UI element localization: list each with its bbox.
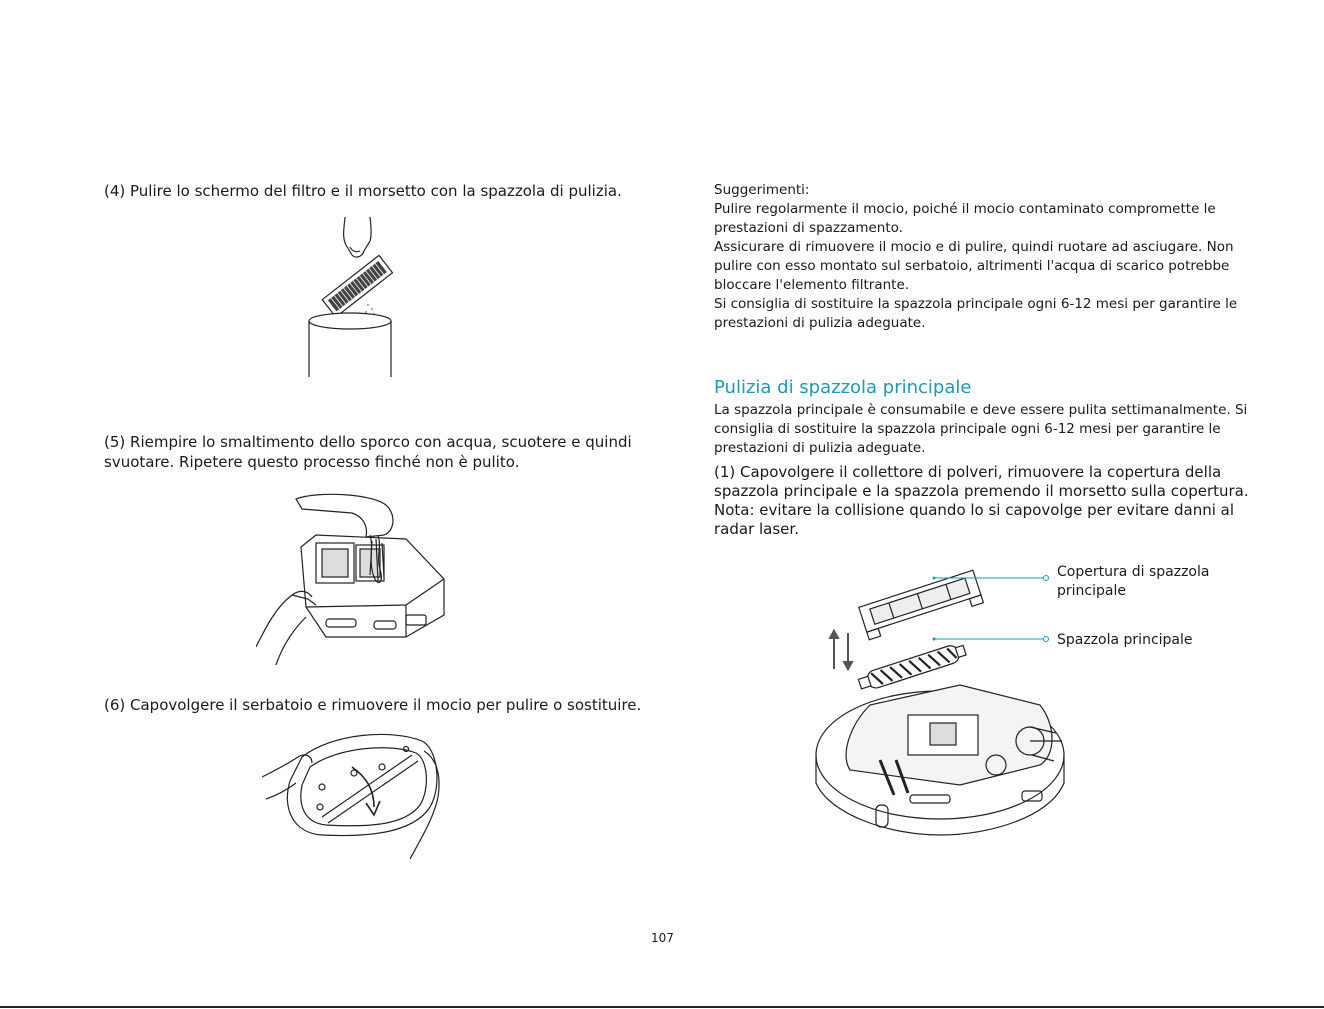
tips-line: Si consiglia di sostituire la spazzola principale ogni 6-12 mesi per garantire le: [714, 296, 1238, 312]
step-5-text-line1: (5) Riempire lo smaltimento dello sporco con acqua, scuotere e quindi: [104, 433, 632, 451]
dust-box-rinse-illustration: [256, 487, 451, 665]
tips-line: Pulire regolarmente il mocio, poiché il mocio contaminato compromette le: [714, 201, 1216, 217]
callout-brush-label: Spazzola principale: [1057, 632, 1193, 648]
step-6-text: (6) Capovolgere il serbatoio e rimuovere il mocio per pulire o sostituire.: [104, 696, 642, 714]
tips-line: Suggerimenti:: [714, 182, 810, 198]
tips-block: [714, 181, 1274, 333]
step-1-line: spazzola principale e la spazzola premendo il morsetto sulla copertura.: [714, 482, 1249, 500]
step-1-block: [714, 463, 1274, 539]
tips-line: bloccare l'elemento filtrante.: [714, 277, 910, 293]
page-number: 107: [651, 931, 674, 945]
intro-line: prestazioni di pulizia adeguate.: [714, 440, 926, 456]
step-1-line: Nota: evitare la collisione quando lo si capovolge per evitare danni al: [714, 501, 1235, 519]
callout-cover-label-line1: Copertura di spazzola: [1057, 564, 1210, 580]
intro-block: [714, 401, 1274, 458]
intro-line: consiglia di sostituire la spazzola principale ogni 6-12 mesi per garantire le: [714, 421, 1221, 437]
section-heading: Pulizia di spazzola principale: [714, 377, 972, 398]
tips-line: pulire con esso montato sul serbatoio, altrimenti l'acqua di scarico potrebbe: [714, 258, 1230, 274]
step-1-line: (1) Capovolgere il collettore di polveri, rimuovere la copertura della: [714, 463, 1222, 481]
intro-line: La spazzola principale è consumabile e deve essere pulita settimanalmente. Si: [714, 402, 1248, 418]
callout-cover-label-line2: principale: [1057, 583, 1126, 599]
filter-cleaning-illustration: [300, 215, 410, 380]
step-4-text: (4) Pulire lo schermo del filtro e il morsetto con la spazzola di pulizia.: [104, 182, 622, 200]
mop-removal-illustration: [262, 727, 447, 859]
step-1-line: radar laser.: [714, 520, 799, 538]
step-5-text-line2: svuotare. Ripetere questo processo finché non è pulito.: [104, 453, 520, 471]
tips-line: prestazioni di spazzamento.: [714, 220, 903, 236]
tips-line: prestazioni di pulizia adeguate.: [714, 315, 926, 331]
bottom-rule: [0, 1006, 1324, 1008]
tips-line: Assicurare di rimuovere il mocio e di pulire, quindi ruotare ad asciugare. Non: [714, 239, 1234, 255]
callout-leaders: [930, 570, 1055, 650]
